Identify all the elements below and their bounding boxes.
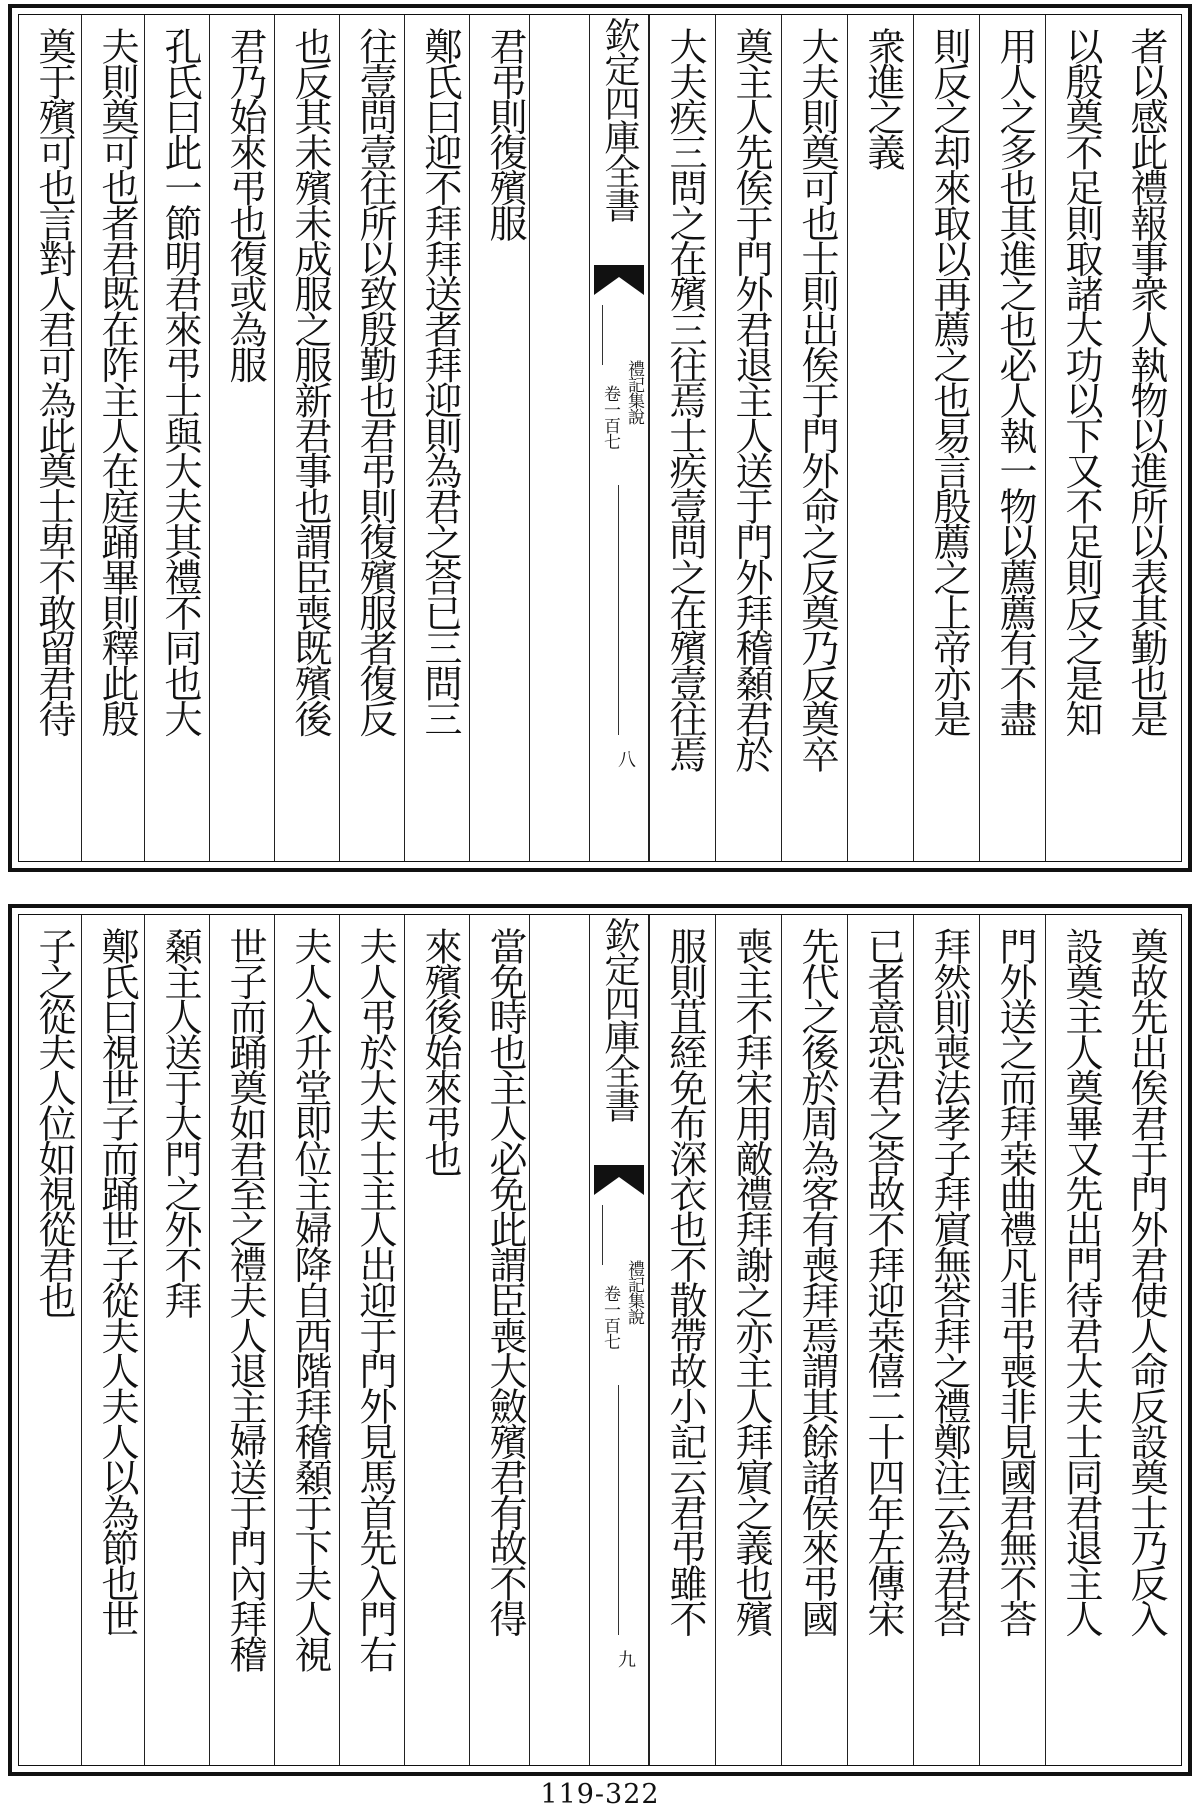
- column-text: 以殷奠不足則取諸大功以下又不足則反之是知: [1059, 27, 1103, 736]
- text-column: [847, 15, 913, 861]
- divider-line: [618, 1385, 619, 1635]
- column-text: 夫人弔於大夫士主人出迎于門外見馬首先入門右: [353, 927, 397, 1671]
- center-band: [589, 915, 649, 1765]
- text-column: [404, 915, 469, 1765]
- text-column: [715, 15, 781, 861]
- column-text: 已者意恐君之荅故不拜迎桒僖二十四年左傳宋: [861, 927, 905, 1636]
- text-column: [144, 15, 209, 861]
- text-column: [19, 15, 81, 861]
- text-column: [469, 915, 529, 1765]
- text-column: [81, 15, 144, 861]
- column-text: 服則苴絰免布深衣也不散帶故小記云君弔雖不: [663, 927, 707, 1636]
- header-title: 欽定四庫全書: [599, 917, 640, 1121]
- fish-tail-ornament: [594, 265, 644, 295]
- text-column: [913, 915, 979, 1765]
- column-text: 則反之却來取以再薦之也易言殷薦之上帝亦是: [927, 27, 971, 736]
- text-column: [274, 15, 339, 861]
- volume-label: 卷一百七: [600, 1285, 620, 1349]
- text-column: [1111, 915, 1177, 1765]
- column-text: 鄭氏曰視世子而踊世子從夫人夫人以為節也世: [95, 927, 139, 1636]
- column-text: 大夫疾三問之在殯三往焉士疾壹問之在殯壹往焉: [663, 27, 707, 771]
- divider-line: [602, 305, 603, 365]
- column-text: 君乃始來弔也復或為服: [223, 27, 267, 382]
- column-text: 奠故先出俟君于門外君使人命反設奠士乃反入: [1124, 927, 1168, 1636]
- column-text: 君弔則復殯服: [483, 27, 527, 240]
- text-column: [979, 15, 1045, 861]
- bottom-page-body: [19, 915, 1181, 1765]
- bottom-page-frame: [8, 904, 1192, 1776]
- column-text: 奠主人先俟于門外君退主人送于門外拜稽顙君於: [729, 27, 773, 771]
- text-column: [1111, 15, 1177, 861]
- folio-number: 九: [615, 1650, 636, 1668]
- column-text: 鄭氏曰迎不拜拜送者拜迎則為君之荅已三問三: [418, 27, 462, 736]
- folio-number: 八: [615, 750, 636, 768]
- book-label: 禮記集說: [624, 1260, 644, 1324]
- text-column: [81, 915, 144, 1765]
- text-column: [209, 15, 274, 861]
- column-text: 往壹問壹往所以致殷勤也君弔則復殯服者復反: [353, 27, 397, 736]
- center-band: [589, 15, 649, 861]
- text-column: [404, 15, 469, 861]
- text-column: [715, 915, 781, 1765]
- text-column: [209, 915, 274, 1765]
- fish-tail-ornament: [594, 1165, 644, 1195]
- column-text: 設奠主人奠畢又先出門待君大夫士同君退主人: [1059, 927, 1103, 1636]
- column-text: 拜然則喪法孝子拜賔無荅拜之禮鄭注云為君荅: [927, 927, 971, 1636]
- volume-label: 卷一百七: [600, 385, 620, 449]
- column-text: 喪主不拜宋用敵禮拜謝之亦主人拜賔之義也殯: [729, 927, 773, 1636]
- column-text: 顙主人送于大門之外不拜: [158, 927, 202, 1317]
- column-text: 大夫則奠可也士則出俟于門外命之反奠乃反奠卒: [795, 27, 839, 771]
- column-text: 衆進之義: [861, 27, 905, 169]
- text-column: [781, 15, 847, 861]
- text-column: [913, 15, 979, 861]
- column-text: 當免時也主人必免此謂臣喪大斂殯君有故不得: [483, 927, 527, 1636]
- text-column: [781, 915, 847, 1765]
- text-column: [339, 15, 404, 861]
- column-text: 來殯後始來弔也: [418, 927, 462, 1175]
- column-text: 孔氏曰此一節明君來弔士與大夫其禮不同也大: [158, 27, 202, 736]
- text-column: [1045, 915, 1111, 1765]
- top-page-frame: [8, 4, 1192, 872]
- column-text: 子之從夫人位如視從君也: [32, 927, 76, 1317]
- text-column: [649, 915, 715, 1765]
- column-text: 夫則奠可也者君既在阼主人在庭踊畢則釋此殷: [95, 27, 139, 736]
- column-text: 門外送之而拜桒曲禮凡非弔喪非見國君無不荅: [993, 927, 1037, 1636]
- text-column: [274, 915, 339, 1765]
- text-column: [979, 915, 1045, 1765]
- column-text: 用人之多也其進之也必人執一物以薦薦有不盡: [993, 27, 1037, 736]
- text-column: [847, 915, 913, 1765]
- header-title: 欽定四庫全書: [599, 17, 640, 221]
- column-text: 夫人入升堂即位主婦降自西階拜稽顙于下夫人視: [288, 927, 332, 1671]
- column-text: 先代之後於周為客有喪拜焉謂其餘諸侯來弔國: [795, 927, 839, 1636]
- text-column: [144, 915, 209, 1765]
- top-page-body: [19, 15, 1181, 861]
- column-text: 者以感此禮報事衆人執物以進所以表其勤也是: [1124, 27, 1168, 736]
- book-label: 禮記集說: [624, 360, 644, 424]
- text-column: [529, 915, 589, 1765]
- text-column: [529, 15, 589, 861]
- divider-line: [602, 1205, 603, 1265]
- column-text: 奠于殯可也言對人君可為此奠士卑不敢留君待: [32, 27, 76, 736]
- column-text: 世子而踊奠如君至之禮夫人退主婦送于門內拜稽: [223, 927, 267, 1671]
- text-column: [339, 915, 404, 1765]
- text-column: [1045, 15, 1111, 861]
- text-column: [19, 915, 81, 1765]
- text-column: [649, 15, 715, 861]
- text-column: [469, 15, 529, 861]
- page-number-footer: 119-322: [540, 1779, 660, 1810]
- column-text: 也反其未殯未成服之服新君事也謂臣喪既殯後: [288, 27, 332, 736]
- divider-line: [618, 485, 619, 735]
